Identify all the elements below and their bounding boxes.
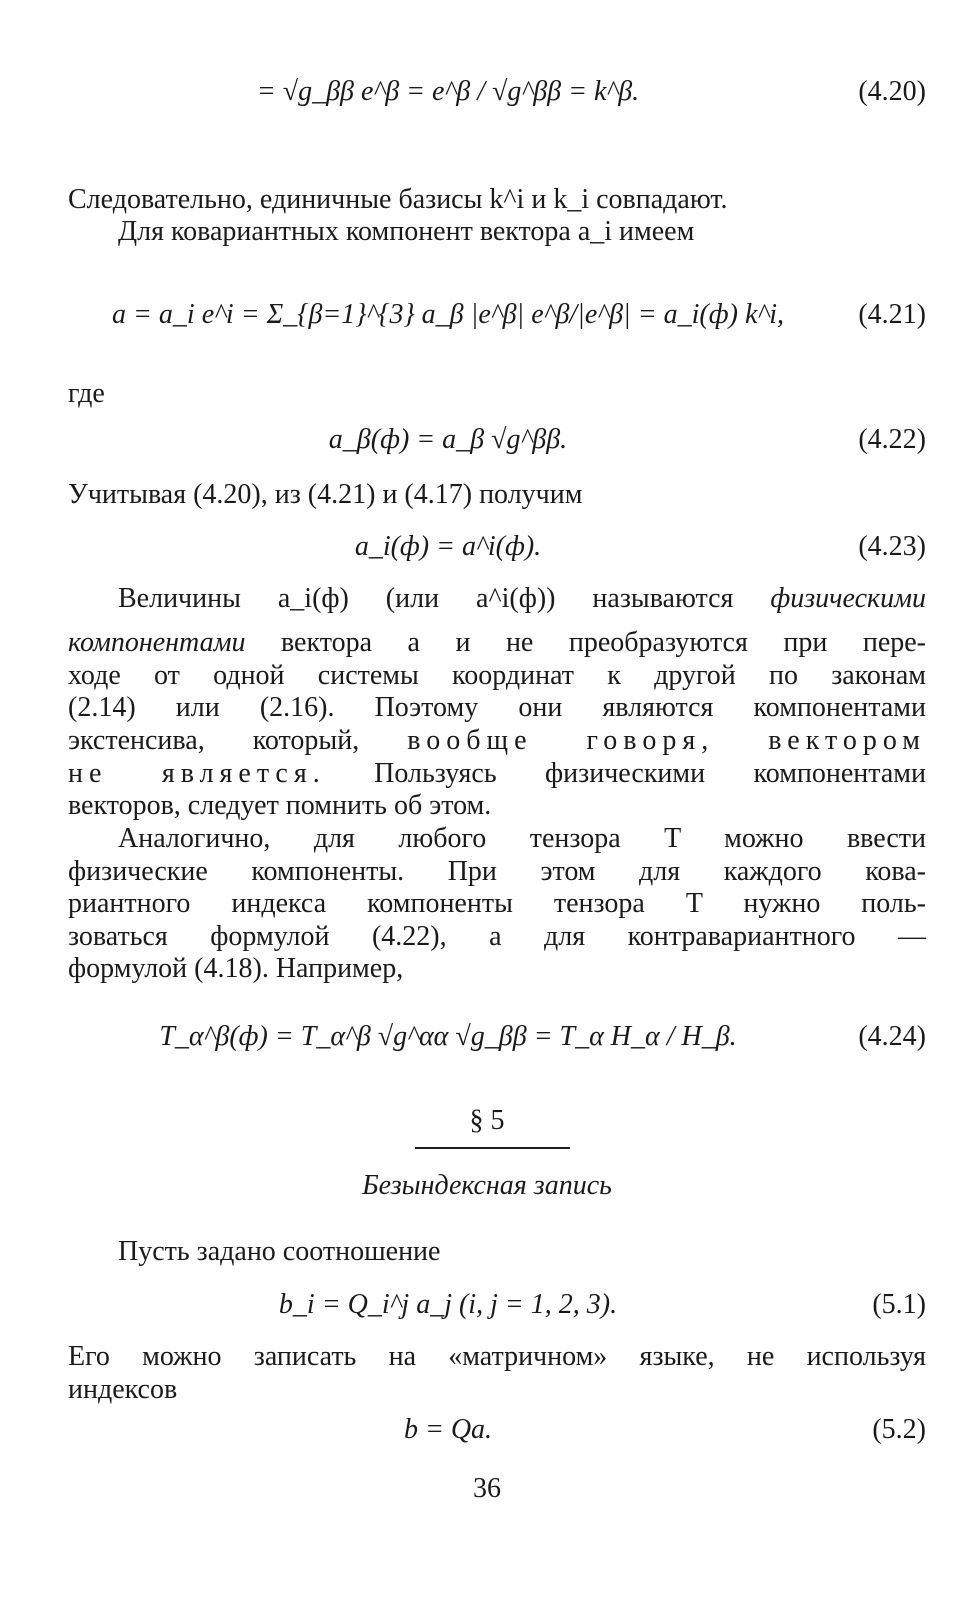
paragraph-line: Для ковариантных компонент вектора a_i имеем xyxy=(118,216,695,247)
paragraph-line: Аналогично, для любого тензора T можно ввести xyxy=(118,823,926,854)
paragraph-line: физические компоненты. При этом для каждого кова- xyxy=(68,856,926,887)
paragraph-line: формулой (4.18). Например, xyxy=(68,953,404,984)
paragraph-line xyxy=(118,582,926,616)
paragraph-line xyxy=(68,724,926,758)
formula-expression: T_α^β(ф) = T_α^β √g^αα √g_ββ = T_α H_α / H_β. xyxy=(159,1021,737,1052)
text-span: Величины a_i(ф) (или a^i(ф)) называются xyxy=(118,583,734,614)
paragraph-line: векторов, следует помнить об этом. xyxy=(68,790,492,821)
equation-number: (4.22) xyxy=(858,424,926,455)
spaced-emphasis-text: вообще говоря, вектором xyxy=(407,725,927,756)
paragraph-line: где xyxy=(68,378,105,409)
equation-number: (4.20) xyxy=(858,76,926,107)
paragraph-line xyxy=(68,626,926,660)
text-span: вектора a и не преобразуются при пере- xyxy=(281,627,927,658)
paragraph-line: зоваться формулой (4.22), а для контравариантного — xyxy=(68,921,926,952)
formula-expression: = √g_ββ e^β = e^β / √g^ββ = k^β. xyxy=(256,76,640,107)
equation-number: (4.21) xyxy=(858,299,926,330)
spaced-emphasis-text: не является. xyxy=(68,758,326,789)
equation-number: (4.23) xyxy=(858,531,926,562)
paragraph-line: ходе от одной системы координат к другой по законам xyxy=(68,660,926,691)
equation-number: (5.2) xyxy=(872,1414,926,1445)
formula-expression: a_β(ф) = a_β √g^ββ. xyxy=(328,424,568,455)
equation-number: (4.24) xyxy=(858,1021,926,1052)
formula-expression: a = a_i e^i = Σ_{β=1}^{3} a_β |e^β| e^β/|e^β| = a_i(ф) k^i, xyxy=(112,299,784,330)
formula-expression: b_i = Q_i^j a_j (i, j = 1, 2, 3). xyxy=(278,1289,618,1320)
equation-number: (5.1) xyxy=(872,1289,926,1320)
paragraph-line: (2.14) или (2.16). Поэтому они являются компонентами xyxy=(68,692,926,723)
emphasis-text: компонентами xyxy=(68,627,246,658)
formula-4-24 xyxy=(68,1017,926,1077)
formula-expression: a_i(ф) = a^i(ф). xyxy=(354,531,542,562)
section-title: Безындексная запись xyxy=(362,1170,612,1201)
paragraph-line xyxy=(68,757,926,791)
formula-4-20 xyxy=(68,72,926,132)
paragraph-line: риантного индекса компоненты тензора T нужно поль- xyxy=(68,888,926,919)
formula-5-2 xyxy=(68,1410,926,1470)
paragraph-line: Учитывая (4.20), из (4.21) и (4.17) получим xyxy=(68,479,583,510)
page-number: 36 xyxy=(473,1473,501,1504)
formula-expression: b = Qa. xyxy=(403,1414,493,1445)
paragraph-line: Следовательно, единичные базисы k^i и k_i совпадают. xyxy=(68,184,728,215)
paragraph-line: индексов xyxy=(68,1374,178,1405)
section-divider xyxy=(415,1147,570,1149)
section-number: § 5 xyxy=(469,1105,505,1136)
formula-4-23 xyxy=(68,527,926,587)
text-span: Пользуясь физическими компонентами xyxy=(374,758,926,789)
formula-5-1 xyxy=(68,1285,926,1345)
formula-4-22 xyxy=(68,420,926,480)
paragraph-line: Пусть задано соотношение xyxy=(118,1236,441,1267)
paragraph-line: Его можно записать на «матричном» языке, не используя xyxy=(68,1341,926,1372)
text-span: экстенсива, который, xyxy=(68,725,360,756)
formula-4-21 xyxy=(68,295,926,355)
emphasis-text: физическими xyxy=(770,583,926,614)
